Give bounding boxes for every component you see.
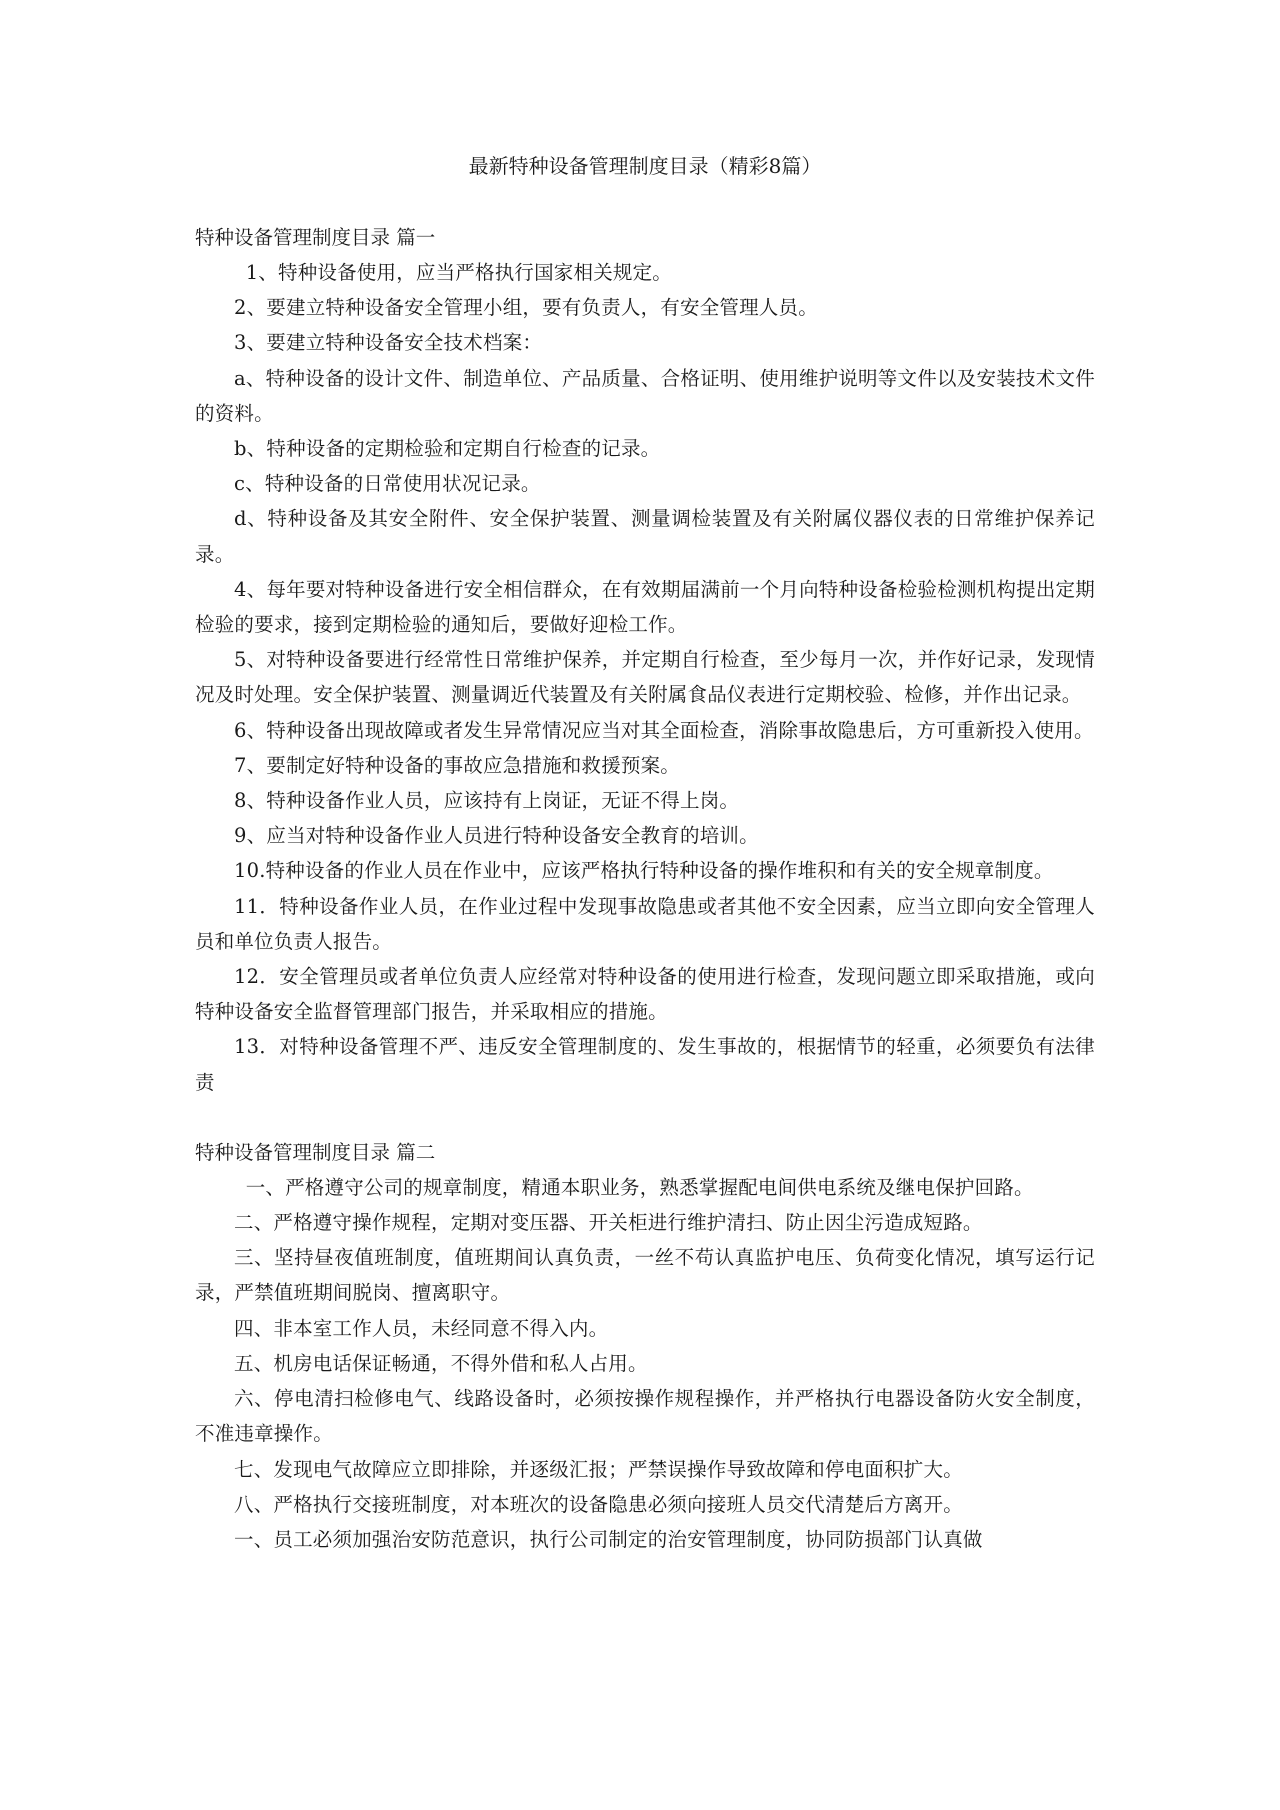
section-1 — [195, 220, 1095, 1100]
paragraph: 1、特种设备使用，应当严格执行国家相关规定。 — [245, 261, 672, 284]
paragraph: 五、机房电话保证畅通，不得外借和私人占用。 — [234, 1351, 648, 1375]
paragraph: 9、应当对特种设备作业人员进行特种设备安全教育的培训。 — [234, 824, 759, 848]
paragraph: 二、严格遵守操作规程，定期对变压器、开关柜进行维护清扫、防止因尘污造成短路。 — [234, 1211, 983, 1235]
paragraph: 六、停电清扫检修电气、线路设备时，必须按操作规程操作，并严格执行电器设备防火安全制度，不准违章操作。 — [195, 1387, 1095, 1446]
paragraph: 8、特种设备作业人员，应该持有上岗证，无证不得上岗。 — [234, 789, 740, 813]
paragraph: 三、坚持昼夜值班制度，值班期间认真负责，一丝不苟认真监护电压、负荷变化情况，填写运行记录，严禁值班期间脱岗、擅离职守。 — [195, 1246, 1095, 1305]
paragraph: c、特种设备的日常使用状况记录。 — [234, 472, 541, 496]
paragraph: 七、发现电气故障应立即排除，并逐级汇报；严禁误操作导致故障和停电面积扩大。 — [234, 1457, 963, 1481]
paragraph: 3、要建立特种设备安全技术档案： — [234, 331, 543, 355]
paragraph: 6、特种设备出现故障或者发生异常情况应当对其全面检查，消除事故隐患后，方可重新投入使用。 — [234, 718, 1094, 742]
paragraph: 12．安全管理员或者单位负责人应经常对特种设备的使用进行检查，发现问题立即采取措施，或向特种设备安全监督管理部门报告，并采取相应的措施。 — [195, 965, 1095, 1024]
paragraph: 八、严格执行交接班制度，对本班次的设备隐患必须向接班人员交代清楚后方离开。 — [234, 1492, 963, 1516]
paragraph: a、特种设备的设计文件、制造单位、产品质量、合格证明、使用维护说明等文件以及安装技术文件的资料。 — [195, 366, 1095, 425]
paragraph: d、特种设备及其安全附件、安全保护装置、测量调检装置及有关附属仪器仪表的日常维护保养记录。 — [195, 507, 1095, 566]
paragraph: 11．特种设备作业人员，在作业过程中发现事故隐患或者其他不安全因素，应当立即向安全管理人员和单位负责人报告。 — [195, 894, 1095, 953]
paragraph: 13．对特种设备管理不严、违反安全管理制度的、发生事故的，根据情节的轻重，必须要负有法律责 — [195, 1035, 1095, 1094]
section-heading: 特种设备管理制度目录 篇二 — [195, 1140, 436, 1164]
section-spacer — [195, 1100, 1095, 1135]
section-2 — [195, 1135, 1095, 1557]
paragraph: 10.特种设备的作业人员在作业中，应该严格执行特种设备的操作堆积和有关的安全规章制度。 — [234, 859, 1054, 883]
section-heading: 特种设备管理制度目录 篇一 — [195, 226, 436, 249]
document-page — [195, 150, 1095, 1557]
paragraph: 一、严格遵守公司的规章制度，精通本职业务，熟悉掌握配电间供电系统及继电保护回路。 — [245, 1175, 1034, 1199]
paragraph: 一、员工必须加强治安防范意识，执行公司制定的治安管理制度，协同防损部门认真做 — [234, 1527, 983, 1551]
paragraph: 4、每年要对特种设备进行安全相信群众，在有效期届满前一个月向特种设备检验检测机构提出定期检验的要求，接到定期检验的通知后，要做好迎检工作。 — [195, 577, 1095, 637]
paragraph: 5、对特种设备要进行经常性日常维护保养，并定期自行检查，至少每月一次，并作好记录，发现情况及时处理。安全保护装置、测量调近代装置及有关附属食品仪表进行定期校验、检修，并作出记录。 — [195, 648, 1095, 707]
paragraph: 7、要制定好特种设备的事故应急措施和救援预案。 — [234, 753, 681, 777]
paragraph: 2、要建立特种设备安全管理小组，要有负责人，有安全管理人员。 — [234, 296, 818, 320]
paragraph: 四、非本室工作人员，未经同意不得入内。 — [234, 1316, 609, 1340]
paragraph: b、特种设备的定期检验和定期自行检查的记录。 — [234, 437, 661, 461]
document-title: 最新特种设备管理制度目录（精彩8篇） — [468, 154, 822, 178]
